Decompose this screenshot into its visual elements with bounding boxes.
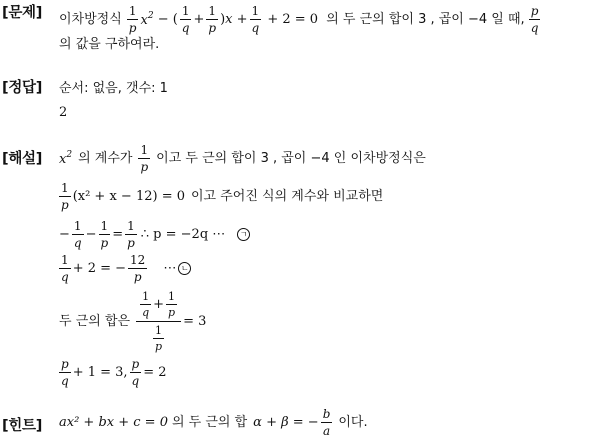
math-minus-paren: − ( — [153, 11, 178, 27]
frac-1-over-p-8: $\frac{1}{p}$ — [155, 323, 163, 353]
math-plus-2-eq-0: + 2 = 0 — [263, 11, 323, 27]
frac-1-over-q-4: $\frac{1}{q}$ — [61, 252, 69, 284]
problem-text-1: 이차방정식 — [59, 11, 122, 27]
math-plus1-eq3: + 1 = 3, — [72, 364, 128, 380]
problem-line-1: 이차방정식 $\frac{1}{p}$ $x^2$ − ( $\frac{1}{q}$ + $\frac{1}{p}$ )x + $\frac{1}{q}$ + 2 = 0 의 두 근의 합이 3 , 곱이 −4 일 때, $\frac{p}{q}$ — [59, 3, 539, 35]
frac-p-over-q: $\frac{p}{q}$ — [530, 3, 539, 35]
explanation-line-4 — [59, 250, 191, 286]
math-paren-x: )x + — [220, 11, 248, 27]
math-eq-3: = 3 — [183, 313, 207, 329]
math-plus2-eq: + 2 = − — [72, 260, 127, 276]
math-x2: $x^2$ — [140, 10, 154, 28]
circled-label-2: ㄴ — [178, 262, 191, 275]
frac-1-over-p: $\frac{1}{p}$ — [128, 3, 137, 35]
frac-12-over-p: $\frac{12}{p}$ — [130, 252, 146, 284]
frac-1-over-q: $\frac{1}{q}$ — [181, 3, 190, 35]
answer-line-2: 2 — [59, 105, 68, 120]
explanation-tag: [해설] — [2, 151, 43, 167]
math-therefore: ∴ p = −2q ⋯ — [140, 226, 226, 242]
explanation-text-3: 이고 주어진 식의 계수와 비교하면 — [191, 188, 384, 204]
hint-text: 의 두 근의 합 — [171, 414, 248, 430]
frac-p-over-q-2: $\frac{p}{q}$ — [61, 356, 69, 388]
math-eq-2: = 2 — [143, 364, 167, 380]
problem-tag: [문제] — [2, 5, 43, 21]
explanation-line-5 — [59, 286, 206, 356]
explanation-line-3: − $\frac{1}{q}$ − $\frac{1}{p}$ = $\frac{1}{p}$ ∴ p = −2q ⋯ ㄱ — [59, 216, 250, 252]
complex-fraction: $\frac{1}{q}$ + $\frac{1}{p}$ $\frac{1}{p}$ — [136, 291, 181, 352]
math-dots: ⋯ — [163, 260, 177, 276]
frac-1-over-p-4: $\frac{1}{p}$ — [61, 180, 69, 212]
frac-1-over-p-5: $\frac{1}{p}$ — [100, 218, 109, 250]
explanation-text-4: 두 근의 합은 — [59, 313, 131, 329]
frac-1-over-q-2: $\frac{1}{q}$ — [251, 3, 260, 35]
explanation-line-2 — [59, 178, 383, 214]
frac-1-over-q-3: $\frac{1}{q}$ — [73, 218, 82, 250]
answer-tag: [정답] — [2, 80, 43, 96]
math-x2-b: $x^2$ — [59, 149, 73, 167]
frac-b-over-a: $\frac{b}{a}$ — [322, 406, 331, 438]
frac-1-over-q-5: $\frac{1}{q}$ — [142, 289, 150, 319]
problem-text-2: 의 두 근의 합이 3 , 곱이 −4 일 때, — [326, 11, 525, 27]
hint-tail: 이다. — [338, 414, 368, 430]
frac-p-over-q-3: $\frac{p}{q}$ — [131, 356, 140, 388]
frac-1-over-p-3: $\frac{1}{p}$ — [140, 142, 149, 174]
hint-tag: [힌트] — [2, 418, 43, 434]
hint-line — [59, 404, 368, 440]
hint-expr-2: α + β = − — [253, 414, 319, 430]
explanation-text-1: 의 계수가 — [78, 150, 133, 166]
hint-expr: ax² + bx + c = 0 — [59, 414, 168, 430]
circled-label-1: ㄱ — [237, 228, 250, 241]
explanation-text-2: 이고 두 근의 합이 3 , 곱이 −4 인 이차방정식은 — [156, 150, 426, 166]
math-poly: (x² + x − 12) = 0 — [72, 188, 185, 204]
explanation-line-1 — [59, 140, 426, 176]
answer-line-1: 순서: 없음, 갯수: 1 — [59, 81, 168, 96]
frac-1-over-p-6: $\frac{1}{p}$ — [127, 218, 135, 250]
frac-1-over-p-2: $\frac{1}{p}$ — [208, 3, 217, 35]
problem-line-2: 의 값을 구하여라. — [59, 37, 160, 52]
frac-1-over-p-7: $\frac{1}{p}$ — [168, 289, 176, 319]
explanation-line-6 — [59, 354, 167, 390]
